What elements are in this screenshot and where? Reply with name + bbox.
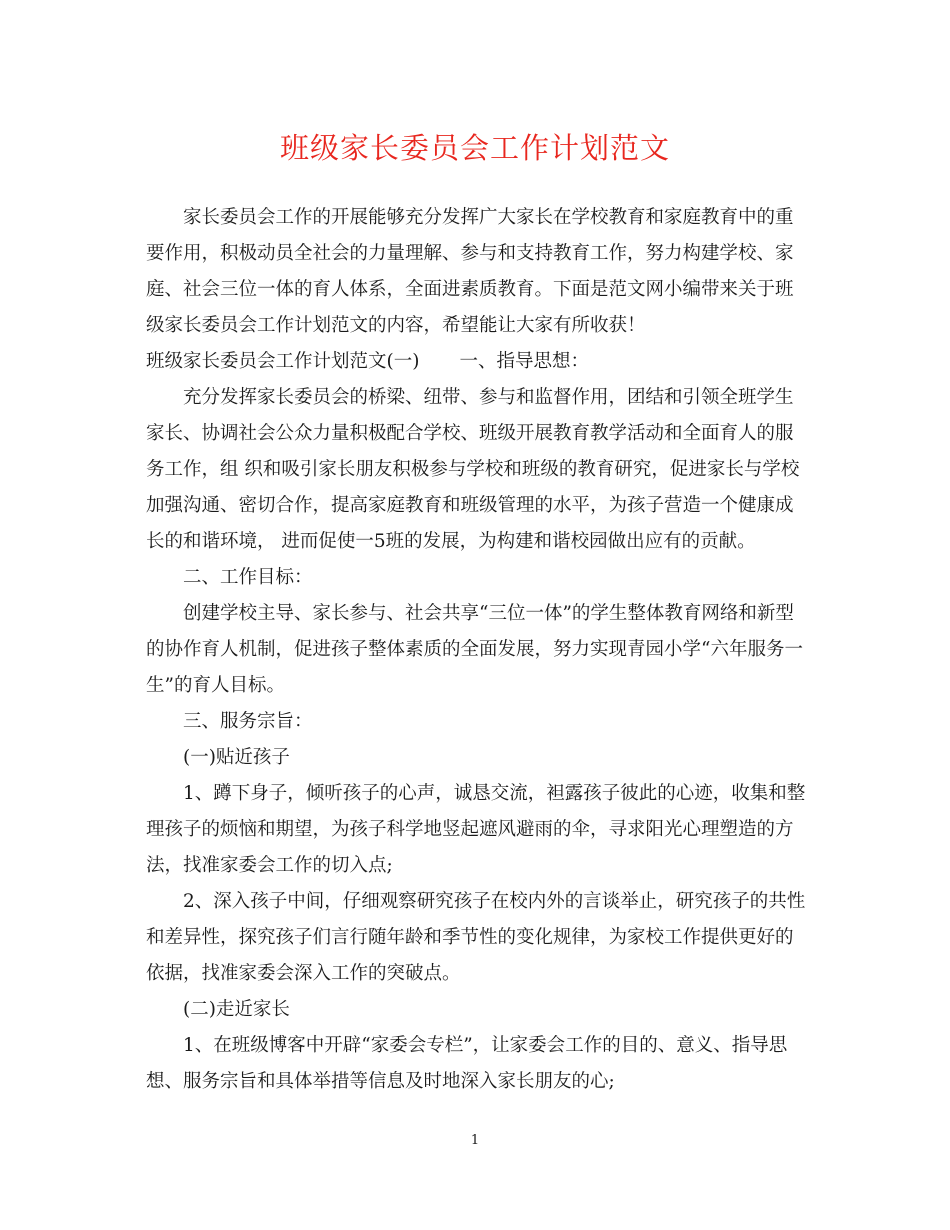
- section-label: 班级家长委员会工作计划范文(一): [146, 351, 420, 372]
- section-heading-line: [146, 344, 806, 380]
- heading-guiding: 一、指导思想：: [459, 351, 589, 372]
- document-body: [146, 200, 806, 1100]
- list-item: 1、在班级博客中开辟“家委会专栏”，让家委会工作的目的、意义、指导思想、服务宗旨和具体举措等信息及时地深入家长朋友的心;: [146, 1035, 788, 1092]
- subheading-parents: (二)走近家长: [183, 999, 290, 1020]
- intro-paragraph: 家长委员会工作的开展能够充分发挥广大家长在学校教育和家庭教育中的重要作用，积极动员全社会的力量理解、参与和支持教育工作，努力构建学校、家庭、社会三位一体的育人体系，全面进素质教育。下面是范文网小编带来关于班级家长委员会工作计划范文的内容，希望能让大家有所收获！: [146, 207, 794, 336]
- goals-paragraph: 创建学校主导、家长参与、社会共享“三位一体”的学生整体教育网络和新型的协作育人机制，促进孩子整体素质的全面发展，努力实现青园小学“六年服务一生”的育人目标。: [146, 603, 803, 696]
- subheading-children: (一)贴近孩子: [183, 747, 290, 768]
- list-item: 1、蹲下身子，倾听孩子的心声，诚恳交流，袒露孩子彼此的心迹，收集和整理孩子的烦恼和期望，为孩子科学地竖起遮风避雨的伞，寻求阳光心理塑造的方法，找准家委会工作的切入点;: [146, 783, 806, 876]
- heading-goals: 二、工作目标：: [183, 567, 313, 588]
- guiding-paragraph: 充分发挥家长委员会的桥梁、纽带、参与和监督作用，团结和引领全班学生家长、协调社会公众力量积极配合学校、班级开展教育教学活动和全面育人的服务工作，组 织和吸引家长朋友积极参与学校和班级的教育研究，促进家长与学校加强沟通、密切合作，提高家庭教育和班级管理的水平，为孩子营造一个健康成长的和谐环境， 进而促使一5班的发展，为构建和谐校园做出应有的贡献。: [146, 387, 800, 552]
- heading-purpose: 三、服务宗旨：: [183, 711, 313, 732]
- list-item: 2、深入孩子中间，仔细观察研究孩子在校内外的言谈举止，研究孩子的共性和差异性，探究孩子们言行随年龄和季节性的变化规律，为家校工作提供更好的依据，找准家委会深入工作的突破点。: [146, 891, 806, 984]
- page-number: 1: [470, 1133, 480, 1148]
- document-title: 班级家长委员会工作计划范文: [279, 131, 670, 165]
